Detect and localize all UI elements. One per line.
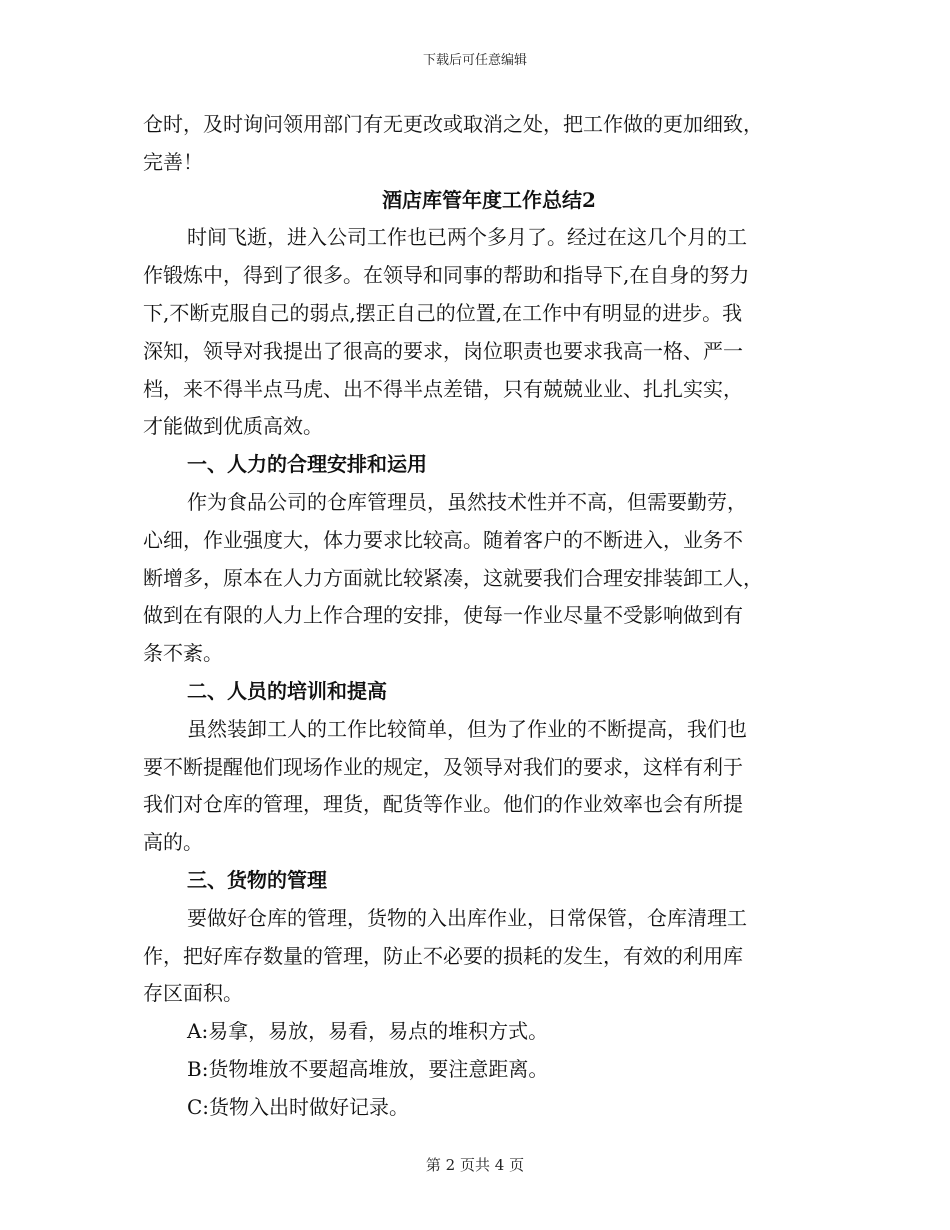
subheading-3: 三、货物的管理: [187, 867, 327, 892]
paragraph-first-line: 时间飞逝，进入公司工作也已两个多月了。经过在这几个月的工: [187, 225, 747, 250]
body-line: 深知，领导对我提出了很高的要求，岗位职责也要求我高一格、严一: [143, 338, 743, 363]
body-line: 作锻炼中，得到了很多。在领导和同事的帮助和指导下,在自身的努力: [143, 263, 750, 288]
list-item-c: C:货物入出时做好记录。: [187, 1094, 410, 1119]
paragraph-first-line: 虽然装卸工人的工作比较简单，但为了作业的不断提高，我们也: [187, 716, 747, 741]
section-title: 酒店库管年度工作总结2: [382, 187, 596, 212]
document-body: [143, 106, 811, 1127]
body-line: 作，把好库存数量的管理，防止不必要的损耗的发生，有效的利用库: [143, 943, 743, 968]
page-header: 下载后可任意编辑: [422, 53, 527, 68]
paragraph-first-line: 要做好仓库的管理，货物的入出库作业，日常保管，仓库清理工: [187, 905, 747, 930]
body-line: 档，来不得半点马虎、出不得半点差错，只有兢兢业业、扎扎实实，: [143, 376, 743, 401]
body-line: 才能做到优质高效。: [143, 414, 323, 439]
subheading-1: 一、人力的合理安排和运用: [187, 452, 427, 477]
page-footer: 第 2 页共 4 页: [425, 1156, 525, 1174]
list-item-a: A:易拿，易放，易看，易点的堆积方式。: [187, 1019, 549, 1044]
body-line: 条不紊。: [143, 641, 223, 666]
body-line: 心细，作业强度大，体力要求比较高。随着客户的不断进入，业务不: [143, 527, 743, 552]
body-line: 高的。: [143, 830, 203, 855]
body-line: 存区面积。: [143, 981, 243, 1006]
list-item-b: B:货物堆放不要超高堆放，要注意距离。: [187, 1056, 549, 1081]
body-line: 要不断提醒他们现场作业的规定，及领导对我们的要求，这样有利于: [143, 754, 743, 779]
body-line: 完善！: [143, 149, 203, 174]
body-line: 下,不断克服自己的弱点,摆正自己的位置,在工作中有明显的进步。我: [143, 300, 743, 325]
paragraph-first-line: 作为食品公司的仓库管理员，虽然技术性并不高，但需要勤劳，: [187, 489, 747, 514]
subheading-2: 二、人员的培训和提高: [187, 678, 387, 703]
body-line: 做到在有限的人力上作合理的安排，使每一作业尽量不受影响做到有: [143, 603, 743, 628]
body-line: 仓时，及时询问领用部门有无更改或取消之处，把工作做的更加细致，: [143, 112, 763, 136]
body-line: 断增多，原本在人力方面就比较紧凑，这就要我们合理安排装卸工人，: [143, 565, 763, 590]
body-line: 我们对仓库的管理，理货，配货等作业。他们的作业效率也会有所提: [143, 792, 743, 817]
